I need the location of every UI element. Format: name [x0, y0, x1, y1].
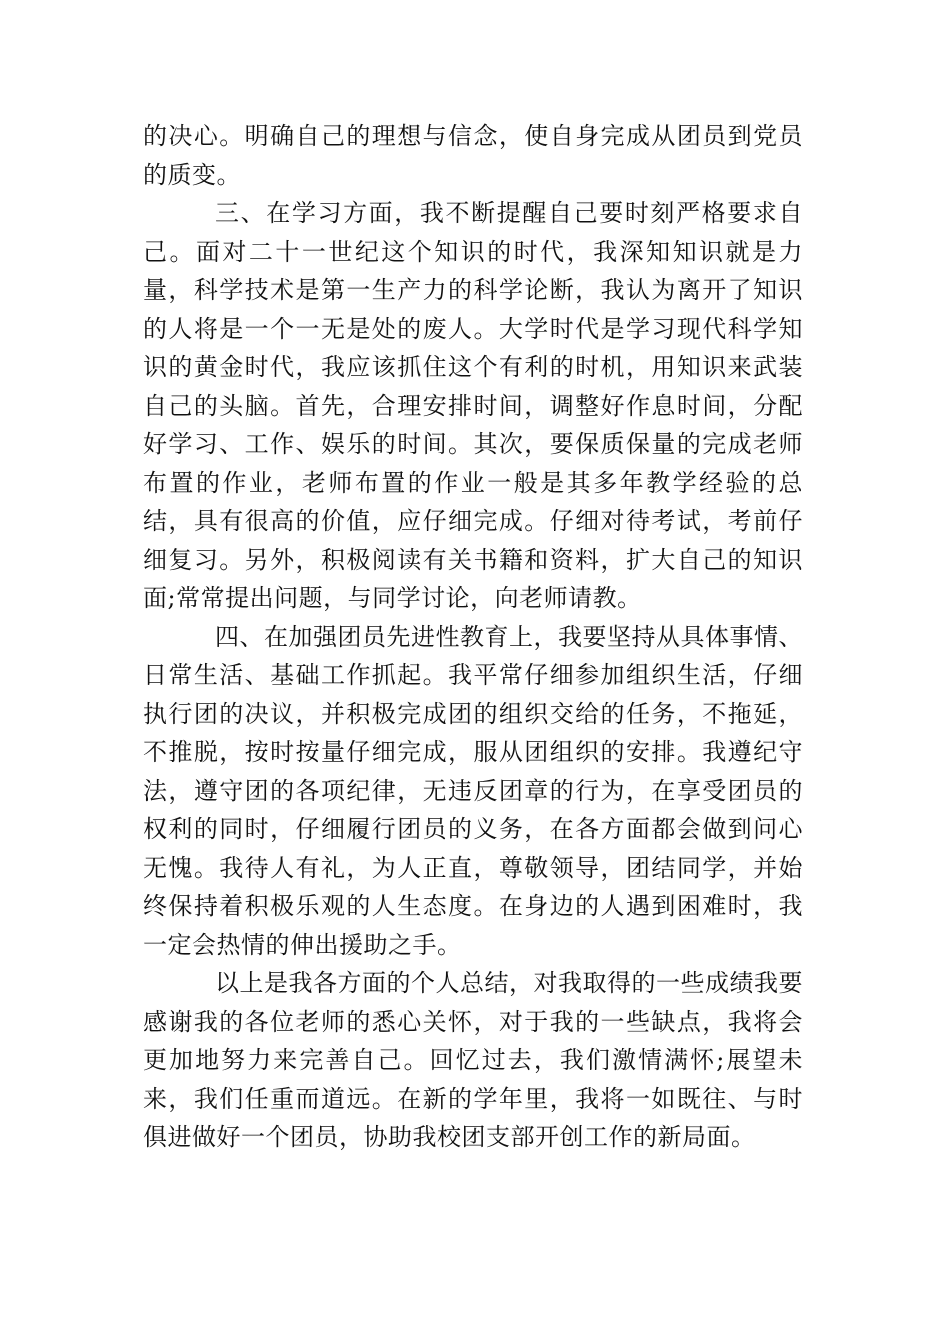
paragraph-league-education: 四、在加强团员先进性教育上，我要坚持从具体事情、日常生活、基础工作抓起。我平常仔细参加组织生活，仔细执行团的决议，并积极完成团的组织交给的任务，不拖延，不推脱，按时按量仔细完成，服从团组织的安排。我遵纪守法，遵守团的各项纪律，无违反团章的行为，在享受团员的权利的同时，仔细履行团员的义务，在各方面都会做到问心无愧。我待人有礼，为人正直，尊敬领导，团结同学，并始终保持着积极乐观的人生态度。在身边的人遇到困难时，我一定会热情的伸出援助之手。	[143, 622, 803, 959]
paragraph-study: 三、在学习方面，我不断提醒自己要时刻严格要求自己。面对二十一世纪这个知识的时代，我深知知识就是力量，科学技术是第一生产力的科学论断，我认为离开了知识的人将是一个一无是处的废人。大学时代是学习现代科学知识的黄金时代，我应该抓住这个有利的时机，用知识来武装自己的头脑。首先，合理安排时间，调整好作息时间，分配好学习、工作、娱乐的时间。其次，要保质保量的完成老师布置的作业，老师布置的作业一般是其多年教学经验的总结，具有很高的价值，应仔细完成。仔细对待考试，考前仔细复习。另外，积极阅读有关书籍和资料，扩大自己的知识面;常常提出问题，与同学讨论，向老师请教。	[143, 199, 803, 612]
paragraph-conclusion: 以上是我各方面的个人总结，对我取得的一些成绩我要感谢我的各位老师的悉心关怀，对于我的一些缺点，我将会更加地努力来完善自己。回忆过去，我们激情满怀;展望未来，我们任重而道远。在新的学年里，我将一如既往、与时俱进做好一个团员，协助我校团支部开创工作的新局面。	[143, 969, 803, 1151]
document-body	[143, 117, 803, 1157]
paragraph-continuation: 的决心。明确自己的理想与信念，使自身完成从团员到党员的质变。	[143, 122, 803, 189]
